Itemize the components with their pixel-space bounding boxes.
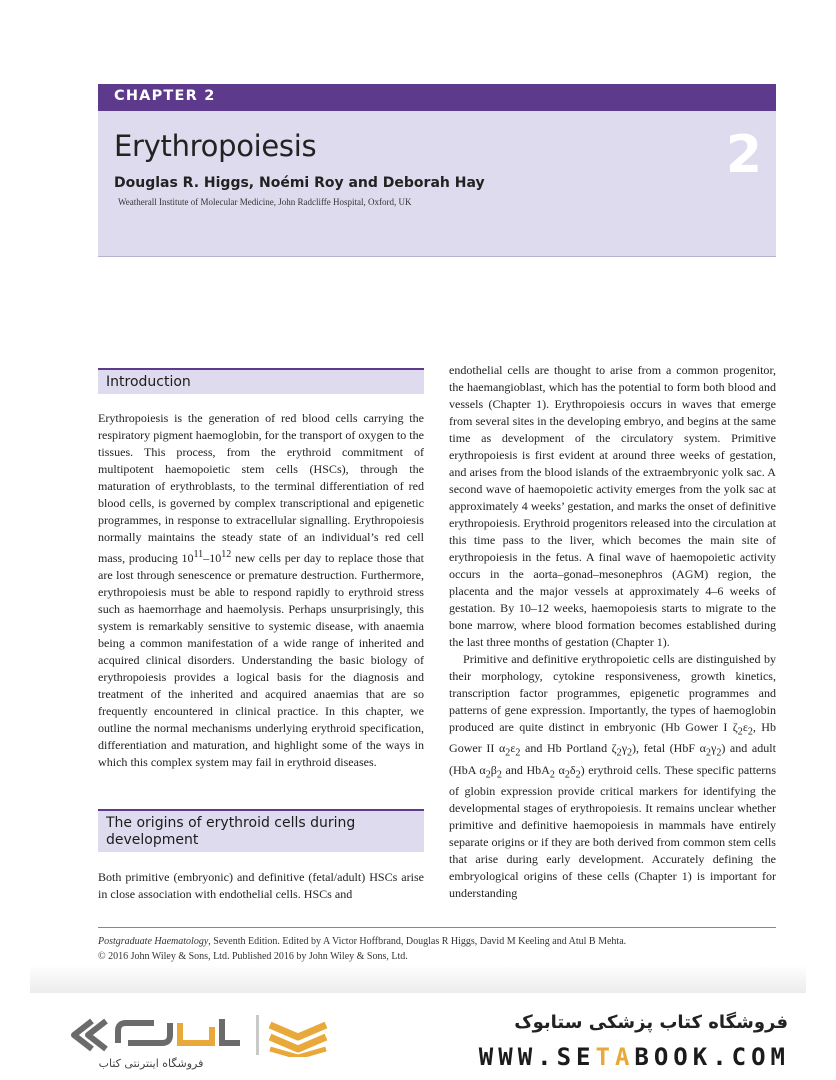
introduction-paragraph: Erythropoiesis is the generation of red blood cells carrying the respiratory pigment haemoglobin, for the transport of oxygen to the tissues. This process, from the erythroid commitment of multipotent haemopoietic stem cells (HSCs), through the maturation of erythroblasts, to the terminal differentiation of red blood cells, is governed by complex transcriptional and epigenetic programmes, in response to extracellular signalling. Erythropoiesis normally maintains the steady state of an individual’s red cell mass, producing $10^{11}-10^{12}$ new cells per day to replace those that are lost through senescence or premature destruction. Furthermore, erythropoiesis must be able to respond rapidly to erythroid stress such as haemorrhage and haemolysis. Perhaps unsurprisingly, this system is remarkably sensitive to systemic disease, with anaemia being a common manifestation of a wide range of inherited and acquired clinical disorders. Understanding the basic biology of erythropoiesis provides a logical basis for the diagnosis and treatment of the inherited and acquired anaemias that are so frequently encountered in clinical practice. In this chapter, we outline the normal mechanisms underlying erythroid specification, differentiation and maturation, and highlight some of the ways in which this complex system may fail in erythroid diseases.	[98, 411, 424, 770]
left-column	[98, 368, 424, 903]
store-url-suffix: BOOK.COM	[634, 1043, 790, 1071]
origins-paragraph-right-2: Primitive and definitive erythropoietic cells are distinguished by their morphology, cytokine responsiveness, growth kinetics, transcription factor programmes, epigenetic programmes and patterns of gene expression. Importantly, the types of haemoglobin produced are quite distinct in embryonic (Hb Gower I $\zeta_2\varepsilon_2$, Hb Gower II $\alpha_2\varepsilon_2$ and Hb Portland $\zeta_2\gamma_2$), fetal (HbF $\alpha_2\gamma_2$) and adult (HbA $\alpha_2\beta_2$ and HbA$_2$ $\alpha_2\delta_2$) erythroid cells. These specific patterns of globin expression provide critical markers for identifying the developmental stages of erythropoiesis. It remains unclear whether primitive and definitive haemopoiesis in mammals have entirely separate origins or if they are both derived from common stem cells that arise during early development. Accurately defining the embryological origins of these cells (Chapter 1) is important for understanding	[449, 652, 777, 901]
footer-edition-text: , Seventh Edition. Edited by A Victor Hoffbrand, Douglas R Higgs, David M Keeling and Atul B Mehta.	[208, 936, 627, 947]
store-name: فروشگاه کتاب پزشکی ستابوک	[514, 1012, 788, 1033]
store-url[interactable]	[479, 1043, 790, 1071]
origins-paragraph-left: Both primitive (embryonic) and definitive (fetal/adult) HSCs arise in close association with endothelial cells. HSCs and	[98, 870, 424, 902]
footer-divider	[98, 927, 776, 928]
footer-copyright-line: © 2016 John Wiley & Sons, Ltd. Published 2016 by John Wiley & Sons, Ltd.	[98, 951, 408, 962]
scan-shadow	[30, 965, 806, 993]
logo-caption: فروشگاه اینترنتی کتاب	[98, 1057, 204, 1070]
chapter-label: CHAPTER 2	[114, 88, 216, 104]
chapter-label-bar	[98, 84, 776, 111]
chapter-number: 2	[725, 125, 762, 185]
section-heading-introduction: Introduction	[98, 368, 424, 394]
store-url-prefix: WWW.SE	[478, 1043, 596, 1071]
footer-edition-line	[98, 934, 778, 949]
store-url-highlight: TA	[595, 1043, 635, 1071]
chapter-authors: Douglas R. Higgs, Noémi Roy and Deborah Hay	[114, 175, 485, 191]
footer-book-title: Postgraduate Haematology	[98, 936, 209, 947]
page-footer	[98, 934, 778, 964]
chapter-affiliation: Weatherall Institute of Molecular Medicine, John Radcliffe Hospital, Oxford, UK	[118, 197, 412, 207]
right-column	[449, 362, 776, 902]
setabook-logo-icon	[62, 1013, 332, 1057]
section-heading-origins: The origins of erythroid cells during development	[98, 809, 424, 852]
chapter-title-panel	[98, 111, 776, 257]
chapter-title: Erythropoiesis	[114, 129, 317, 163]
origins-paragraph-right-1: endothelial cells are thought to arise from a common progenitor, the haemangioblast, which has the potential to form both blood and vessels (Chapter 1). Erythropoiesis occurs in waves that emerge from several sites in the developing embryo, and begins at the same time as development of the circulatory system. Primitive erythropoiesis is first evident at around three weeks of gestation, and arises from the blood islands of the extraembryonic yolk sac. A second wave of haemopoietic activity emerges from the yolk sac at approximately 4 weeks’ gestation, and marks the onset of definitive erythropoiesis. Erythroid progenitors released into the circulation at this time pass to the liver, which becomes the main site of erythropoiesis in the fetus. A final wave of haemopoietic activity occurs in the aorta–gonad–mesonephros (AGM) region, the placenta and the major vessels at approximately 4–6 weeks of gestation. By 10–12 weeks, haemopoiesis starts to migrate to the bone marrow, where blood formation becomes established during the last three months of gestation (Chapter 1).	[449, 363, 776, 649]
